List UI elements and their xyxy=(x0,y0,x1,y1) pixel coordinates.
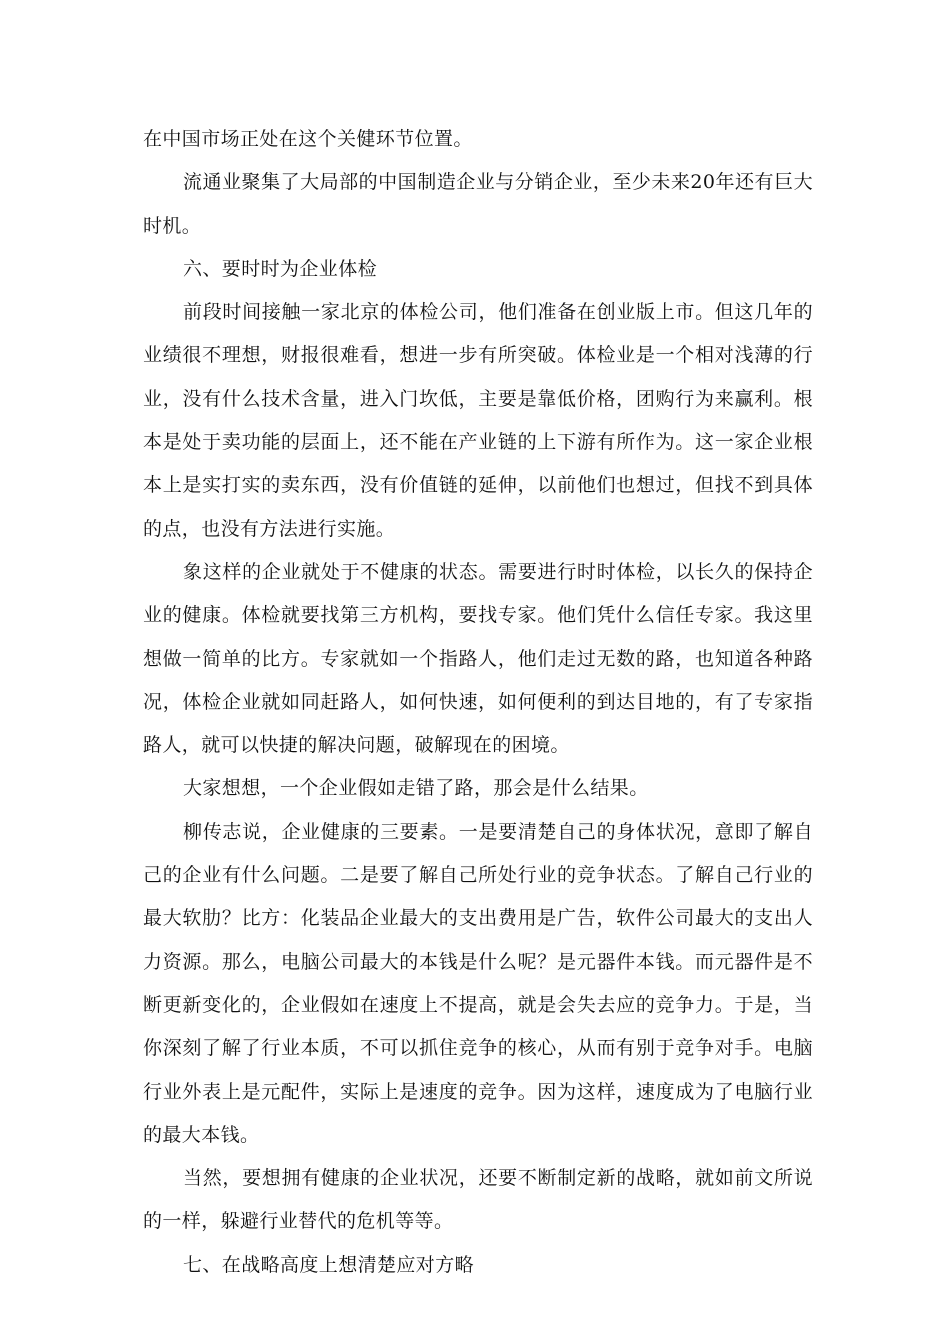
section-heading: 七、在战略高度上想清楚应对方略 xyxy=(183,1253,475,1276)
paragraph-continuation: 在中国市场正处在这个关健环节位置。 xyxy=(143,128,473,150)
paragraph: 前段时间接触一家北京的体检公司，他们准备在创业版上市。但这几年的业绩很不理想，财报很难看，想进一步有所突破。体检业是一个相对浅薄的行业，没有什么技术含量，进入门坎低，主要是靠低价格，团购行为来赢利。根本是处于卖功能的层面上，还不能在产业链的上下游有所作为。这一家企业根本上是实打实的卖东西，没有价值链的延伸，以前他们也想过，但找不到具体的点，也没有方法进行实施。 xyxy=(143,301,813,540)
paragraph: 柳传志说，企业健康的三要素。一是要清楚自己的身体状况，意即了解自己的企业有什么问题。二是要了解自己所处行业的竞争状态。了解自己行业的最大软肋？比方：化装品企业最大的支出费用是广告，软件公司最大的支出人力资源。那么，电脑公司最大的本钱是什么呢？是元器件本钱。而元器件是不断更新变化的，企业假如在速度上不提高，就是会失去应的竞争力。于是，当你深刻了解了行业本质，不可以抓住竞争的核心，从而有别于竞争对手。电脑行业外表上是元配件，实际上是速度的竞争。因为这样，速度成为了电脑行业的最大本钱。 xyxy=(143,820,813,1146)
section-heading: 六、要时时为企业体检 xyxy=(183,257,378,280)
paragraph: 流通业聚集了大局部的中国制造企业与分销企业，至少未来20年还有巨大时机。 xyxy=(143,171,813,237)
document-body xyxy=(143,118,813,1287)
paragraph: 大家想想，一个企业假如走错了路，那会是什么结果。 xyxy=(183,777,649,800)
paragraph: 象这样的企业就处于不健康的状态。需要进行时时体检，以长久的保持企业的健康。体检就要找第三方机构，要找专家。他们凭什么信任专家。我这里想做一简单的比方。专家就如一个指路人，他们走过无数的路，也知道各种路况，体检企业就如同赶路人，如何快速，如何便利的到达目地的，有了专家指路人，就可以快捷的解决问题，破解现在的困境。 xyxy=(143,560,813,757)
paragraph: 当然，要想拥有健康的企业状况，还要不断制定新的战略，就如前文所说的一样，躲避行业替代的危机等等。 xyxy=(143,1167,813,1233)
